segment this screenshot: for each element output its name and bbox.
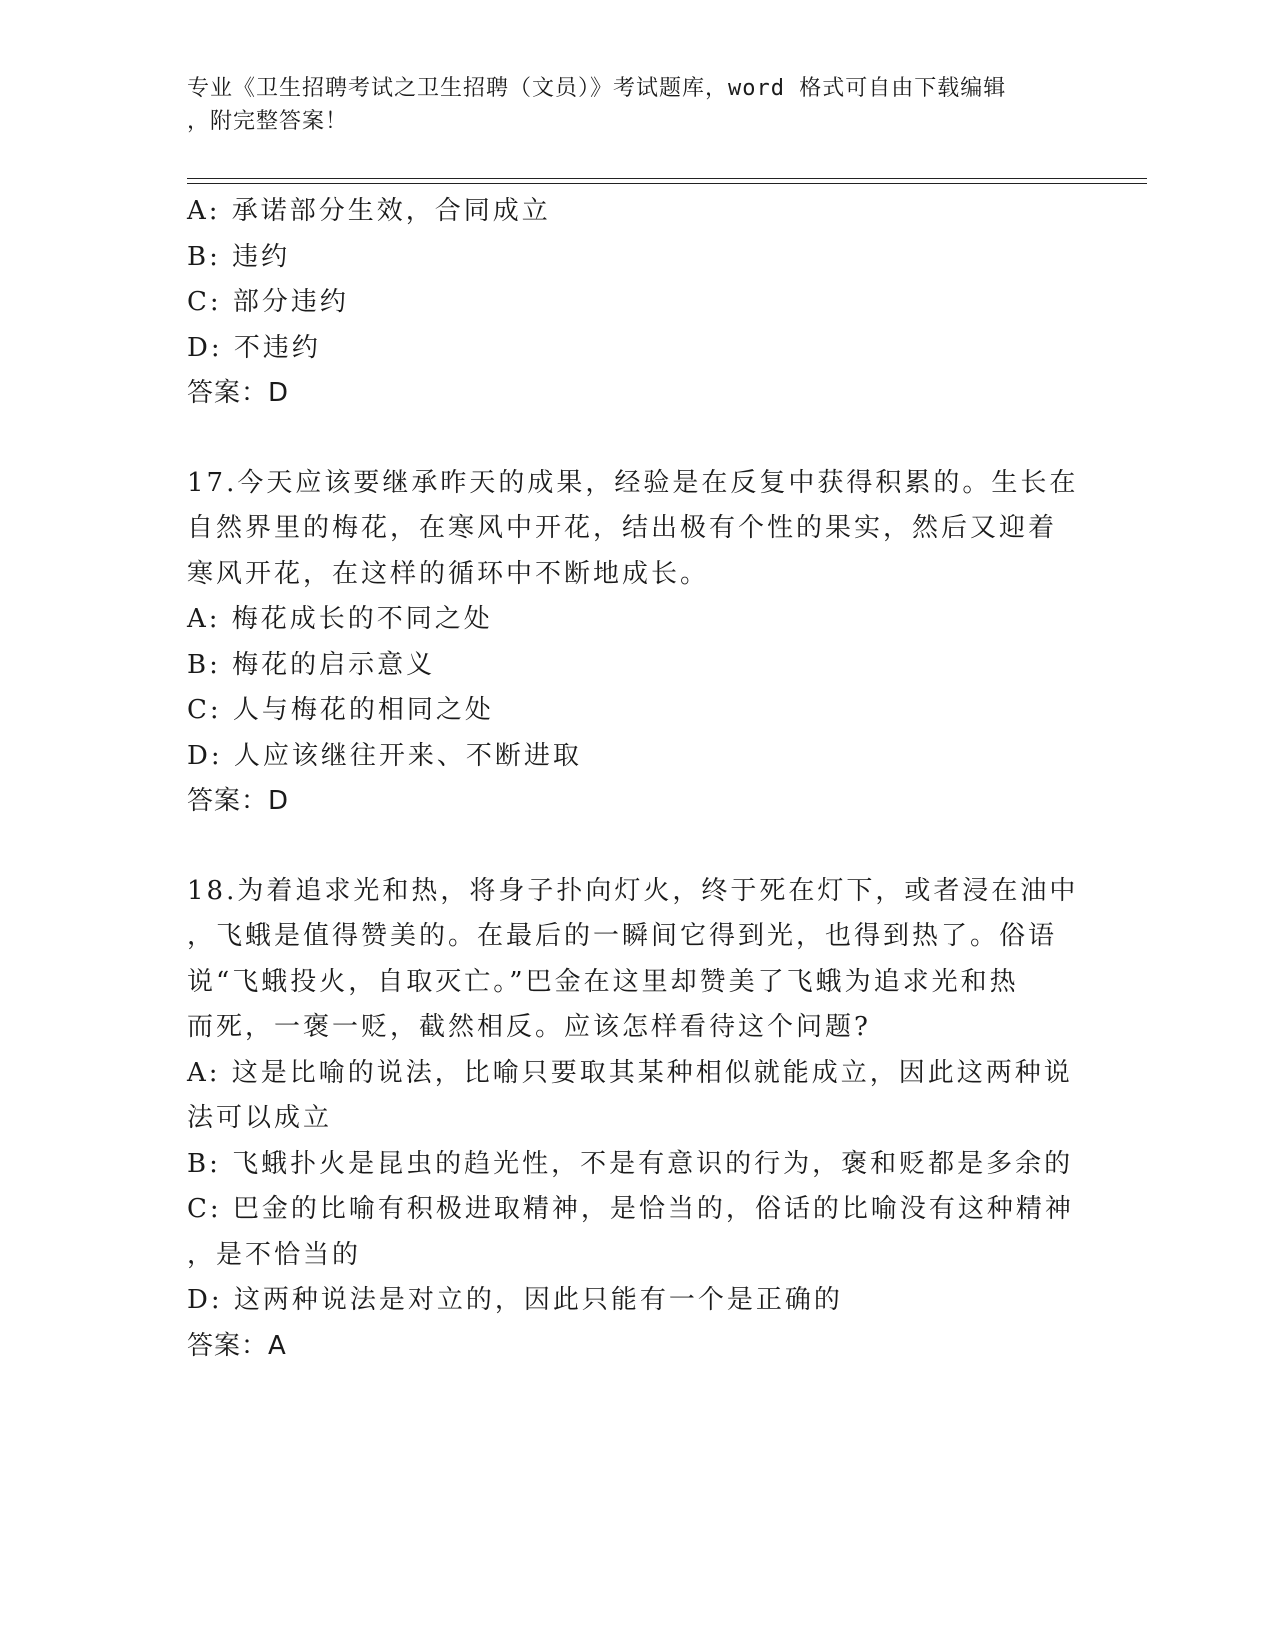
option-b: B: 飞蛾扑火是昆虫的趋光性，不是有意识的行为，褒和贬都是多余的 xyxy=(187,1148,1074,1179)
option-c: C: 巴金的比喻有积极进取精神，是恰当的，俗话的比喻没有这种精神 xyxy=(187,1194,1074,1224)
option-c: C: 部分违约 xyxy=(187,287,349,317)
option-d: D: 不违约 xyxy=(187,332,321,363)
question-stem-line: 而死，一褒一贬，截然相反。应该怎样看待这个问题? xyxy=(187,1012,871,1042)
header-line: 专业《卫生招聘考试之卫生招聘（文员）》考试题库，word 格式可自由下载编辑 xyxy=(187,76,1007,101)
answer: 答案：A xyxy=(187,1330,287,1361)
question-stem-line: 寒风开花，在这样的循环中不断地成长。 xyxy=(187,558,710,589)
header-rule xyxy=(187,178,1147,179)
header-line: ，附完整答案！ xyxy=(187,109,349,134)
option-a: A: 承诺部分生效，合同成立 xyxy=(187,196,551,226)
option-a: A: 这是比喻的说法，比喻只要取其某种相似就能成立，因此这两种说 xyxy=(187,1057,1073,1088)
question-stem-line: 17.今天应该要继承昨天的成果，经验是在反复中获得积累的。生长在 xyxy=(187,467,1079,498)
option-d: D: 人应该继往开来、不断进取 xyxy=(187,740,582,771)
question-stem-line: ，飞蛾是值得赞美的。在最后的一瞬间它得到光，也得到热了。俗语 xyxy=(187,921,1058,951)
option-c-continued: ，是不恰当的 xyxy=(187,1239,362,1270)
question-17 xyxy=(187,461,1087,825)
question-list xyxy=(187,189,1087,1369)
option-a: A: 梅花成长的不同之处 xyxy=(187,604,493,634)
question-stem-line: 18.为着追求光和热，将身子扑向灯火，终于死在灯下，或者浸在油中 xyxy=(187,875,1079,906)
option-b: B: 梅花的启示意义 xyxy=(187,649,436,680)
answer: 答案：D xyxy=(187,786,290,816)
question-18 xyxy=(187,869,1087,1370)
document-header xyxy=(187,72,1067,138)
header-rule xyxy=(187,183,1147,184)
question-stem-line: 自然界里的梅花，在寒风中开花，结出极有个性的果实，然后又迎着 xyxy=(187,513,1058,543)
question-stem-line: 说“飞蛾投火，自取灭亡。”巴金在这里却赞美了飞蛾为追求光和热 xyxy=(187,966,1019,997)
answer: 答案：D xyxy=(187,378,290,408)
option-a-continued: 法可以成立 xyxy=(187,1103,333,1133)
option-d: D: 这两种说法是对立的，因此只能有一个是正确的 xyxy=(187,1285,843,1315)
option-b: B: 违约 xyxy=(187,241,291,272)
option-c: C: 人与梅花的相同之处 xyxy=(187,695,494,725)
question-16 xyxy=(187,189,1087,417)
